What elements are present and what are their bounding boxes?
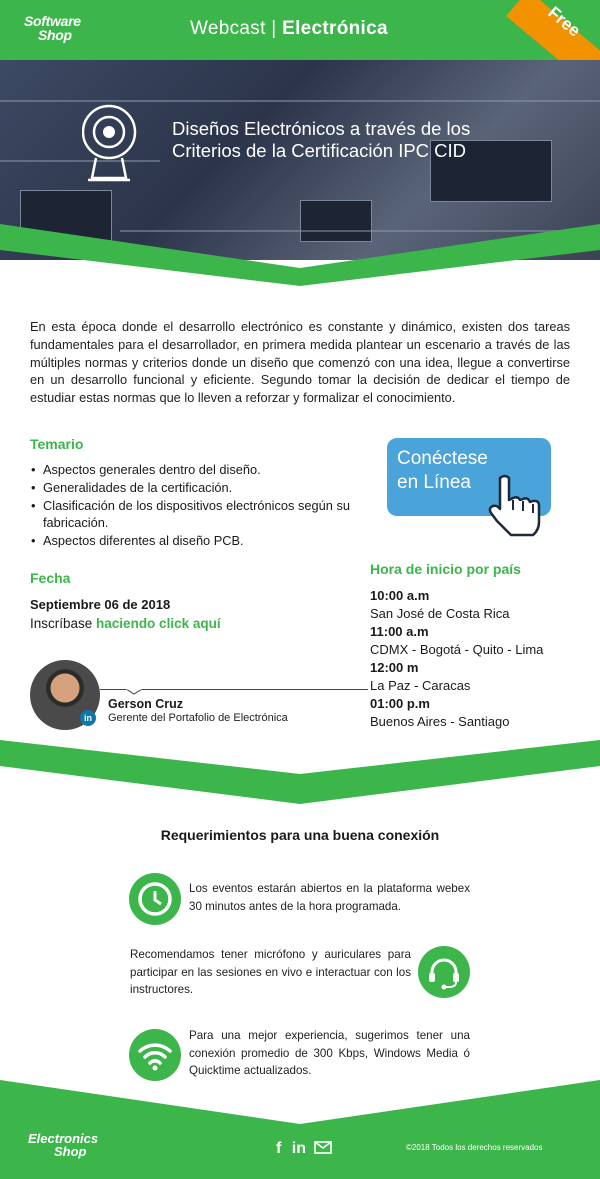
temario-list [30,461,350,550]
cta-line1: Conéctese [397,448,488,469]
footer-bar [0,1080,600,1179]
list-item: • Generalidades de la certificación. [30,479,350,497]
hero-title [172,118,552,162]
requirements-title: Requerimientos para una buena conexión [160,827,440,843]
signup-prefix: Inscríbase [30,616,93,631]
schedule-places: San José de Costa Rica [370,606,510,621]
event-date: Septiembre 06 de 2018 [30,597,171,612]
footer-logo-line2: Shop [54,1144,87,1159]
header-separator: | [271,18,277,39]
wifi-icon [129,1029,181,1081]
free-badge-label: Free [544,2,585,41]
linkedin-icon[interactable]: in [291,1140,306,1157]
requirement-text: Los eventos estarán abiertos en la plataforma webex 30 minutos antes de la hora programada. [189,882,470,913]
headset-icon [418,946,470,998]
hero-title-line2: Criterios de la Certificación IPC CID [172,140,467,161]
schedule-places: CDMX - Bogotá - Quito - Lima [370,642,544,657]
schedule-block [370,560,590,731]
schedule-places: La Paz - Caracas [370,678,471,693]
social-links [276,1140,332,1158]
logo-line1: Software [24,13,81,29]
electronics-shop-logo[interactable] [28,1132,98,1158]
intro-paragraph: En esta época donde el desarrollo electrónico es constante y dinámico, existen dos tareas fundamentales para el desarrollador, en primera medida plantear un escenario a través de las múltiples normas y criterios donde un diseño que comenzó con una idea, llegue a convertirse en un desarrollo funcional y eficiente. Segundo tomar la decisión de dedicar el tiempo de estudiar estas normas que lo lleven a reforzar y formalizar el conocimiento. [30,319,570,406]
signup-text [30,616,221,631]
schedule-time: 11:00 a.m [370,624,429,639]
signup-link[interactable]: haciendo click aquí [96,616,221,631]
webcam-icon [82,104,142,186]
speaker-name: Gerson Cruz [108,697,184,711]
connect-online-label [397,447,488,495]
hand-pointer-icon [486,474,552,538]
clock-icon [129,873,181,925]
green-chevron-divider [0,740,600,810]
schedule-time: 12:00 m [370,660,419,675]
logo-line2: Shop [38,27,72,43]
header-title [190,18,388,40]
linkedin-badge-icon[interactable]: in [80,710,96,726]
requirement-text: Para una mejor experiencia, sugerimos tener una conexión promedio de 300 Kbps, Windows Media ó Quicktime actualizados. [189,1029,470,1077]
software-shop-logo[interactable] [24,14,81,42]
header-title-bold: Electrónica [282,18,388,39]
copyright-text: ©2018 Todos los derechos reservados [406,1143,543,1152]
speaker-role: Gerente del Portafolio de Electrónica [108,712,288,724]
header-title-light: Webcast [190,18,266,39]
footer-logo-line1: Electronics [28,1131,99,1146]
circuit-trace [0,100,600,102]
schedule-heading: Hora de inicio por país [370,561,521,577]
requirement-text: Recomendamos tener micrófono y auriculares para participar en las sesiones en vivo e interactuar con los instructores. [130,948,411,996]
schedule-places: Buenos Aires - Santiago [370,714,510,729]
speaker-pointer [126,686,142,695]
green-chevron-divider [0,224,600,294]
cta-line2: en Línea [397,472,471,493]
schedule-time: 10:00 a.m [370,588,430,603]
list-item: • Clasificación de los dispositivos electrónicos según su fabricación. [30,497,350,533]
hero-title-line1: Diseños Electrónicos a través de los [172,118,471,139]
schedule-time: 01:00 p.m [370,696,430,711]
list-item: • Aspectos diferentes al diseño PCB. [30,532,350,550]
mail-icon[interactable] [314,1141,332,1154]
list-item: • Aspectos generales dentro del diseño. [30,461,350,479]
facebook-icon[interactable]: f [276,1140,282,1157]
fecha-heading: Fecha [30,570,71,586]
temario-heading: Temario [30,436,84,452]
